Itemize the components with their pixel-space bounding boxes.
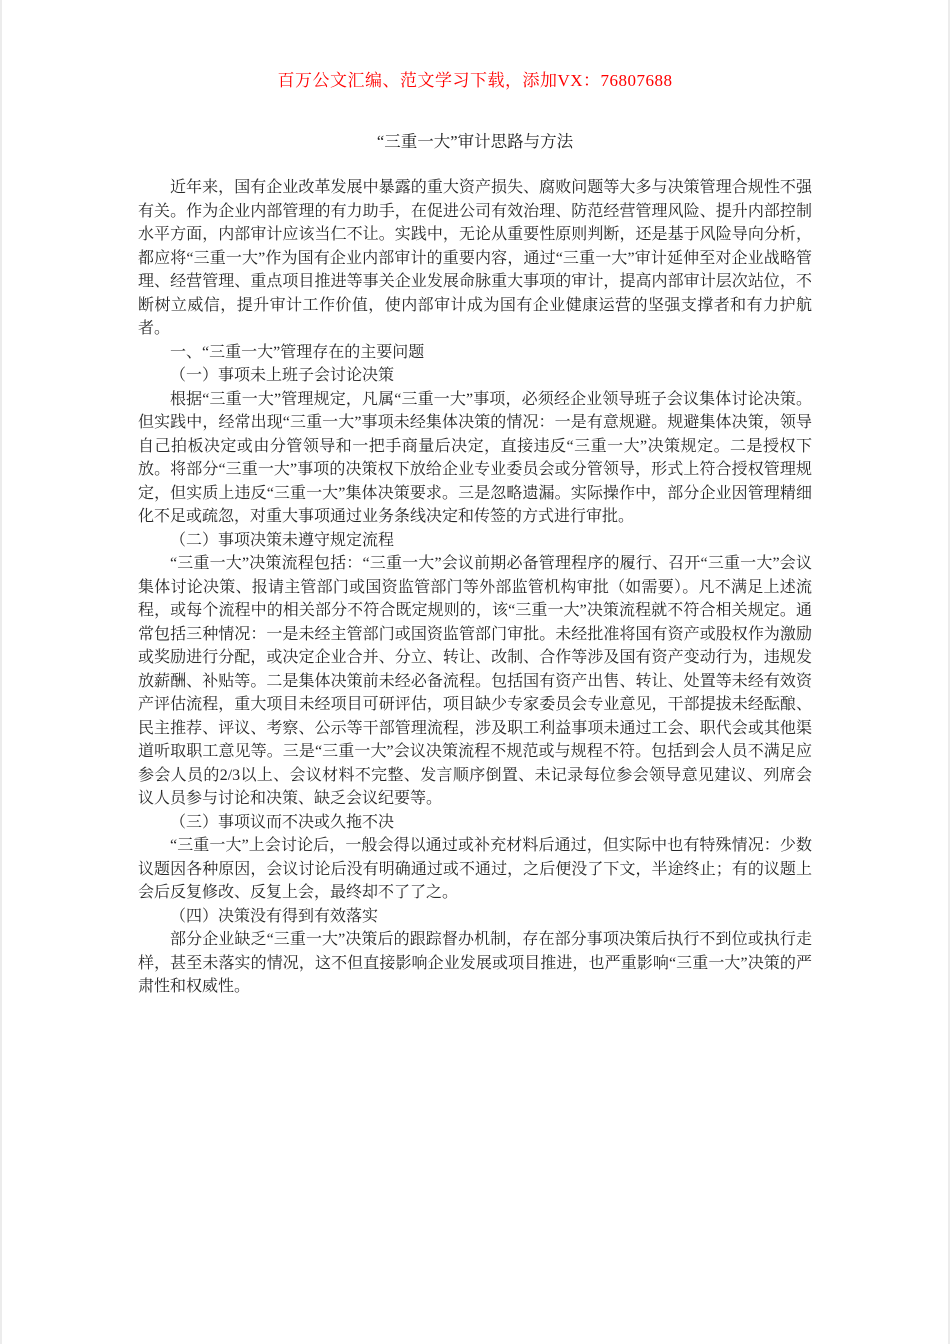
body-paragraph-1-2: “三重一大”决策流程包括：“三重一大”会议前期必备管理程序的履行、召开“三重一大”会议集体讨论决策、报请主管部门或国资监管部门等外部监管机构审批（如需要）。凡不满足上述流程，或每个流程中的相关部分不符合既定规则的，该“三重一大”决策流程就不符合相关规定。通常包括三种情况：一是未经主管部门或国资监管部门审批。未经批准将国有资产或股权作为激励或奖励进行分配，或决定企业合并、分立、转让、改制、合作等涉及国有资产变动行为，违规发放薪酬、补贴等。二是集体决策前未经必备流程。包括国有资产出售、转让、处置等未经有效资产评估流程，重大项目未经项目可研评估，项目缺少专家委员会专业意见，干部提拔未经酝酿、民主推荐、评议、考察、公示等干部管理流程，涉及职工利益事项未通过工会、职代会或其他渠道听取职工意见等。三是“三重一大”会议决策流程不规范或与规程不符。包括到会人员不满足应参会人员的2/3以上、会议材料不完整、发言顺序倒置、未记录每位参会领导意见建议、列席会议人员参与讨论和决策、缺乏会议纪要等。 [138,555,812,807]
body-paragraph-1-4: 部分企业缺乏“三重一大”决策后的跟踪督办机制，存在部分事项决策后执行不到位或执行走样，甚至未落实的情况，这不但直接影响企业发展或项目推进，也严重影响“三重一大”决策的严肃性和权威性。 [138,931,812,995]
promo-header-notice: 百万公文汇编、范文学习下载，添加VX：76807688 [277,71,673,90]
document-title: “三重一大”审计思路与方法 [376,132,574,151]
subsection-heading-1-4: （四）决策没有得到有效落实 [170,907,379,925]
section-heading-1: 一、“三重一大”管理存在的主要问题 [170,343,425,361]
subsection-heading-1-1: （一）事项未上班子会讨论决策 [170,367,395,384]
body-paragraph-1-3: “三重一大”上会讨论后，一般会得以通过或补充材料后通过，但实际中也有特殊情况：少数议题因各种原因，会议讨论后没有明确通过或不通过，之后便没了下文，半途终止；有的议题上会后反复修改、反复上会，最终却不了了之。 [138,837,812,901]
body-paragraph-1-1: 根据“三重一大”管理规定，凡属“三重一大”事项，必须经企业领导班子会议集体讨论决策。但实践中，经常出现“三重一大”事项未经集体决策的情况：一是有意规避。规避集体决策，领导自己拍板决定或由分管领导和一把手商量后决定，直接违反“三重一大”决策规定。二是授权下放。将部分“三重一大”事项的决策权下放给企业专业委员会或分管领导，形式上符合授权管理规定，但实质上违反“三重一大”集体决策要求。三是忽略遗漏。实际操作中，部分企业因管理精细化不足或疏忽，对重大事项通过业务条线决定和传签的方式进行审批。 [138,390,812,525]
intro-paragraph: 近年来，国有企业改革发展中暴露的重大资产损失、腐败问题等大多与决策管理合规性不强有关。作为企业内部管理的有力助手，在促进公司有效治理、防范经营管理风险、提升内部控制水平方面，内部审计应该当仁不让。实践中，无论从重要性原则判断，还是基于风险导向分析，都应将“三重一大”作为国有企业内部审计的重要内容，通过“三重一大”审计延伸至对企业战略管理、经营管理、重点项目推进等事关企业发展命脉重大事项的审计，提高内部审计层次站位，不断树立威信，提升审计工作价值，使内部审计成为国有企业健康运营的坚强支撑者和有力护航者。 [138,179,812,337]
subsection-heading-1-2: （二）事项决策未遵守规定流程 [170,531,395,549]
subsection-heading-1-3: （三）事项议而不决或久拖不决 [170,813,395,831]
